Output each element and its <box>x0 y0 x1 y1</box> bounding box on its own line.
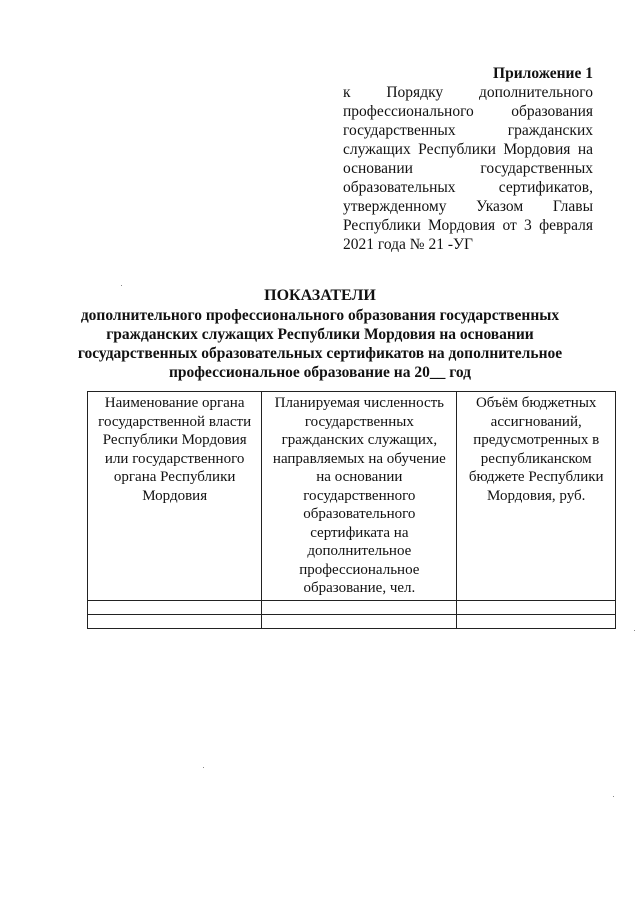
table-cell[interactable] <box>457 614 616 628</box>
table-cell[interactable] <box>457 600 616 614</box>
table-cell[interactable] <box>262 600 457 614</box>
appendix-line: к Порядку дополнительного <box>343 84 593 101</box>
header-cell-budget: Объём бюджетных ассигнований, предусмотренных в республиканском бюджете Республики Мордовия, руб. <box>457 392 616 601</box>
table-header-row <box>88 392 616 601</box>
document-title: ПОКАЗАТЕЛИ <box>264 287 376 304</box>
scan-speck <box>121 285 122 286</box>
appendix-title: Приложение 1 <box>493 65 593 82</box>
table-cell[interactable] <box>262 614 457 628</box>
document-subtitle-line: государственных образовательных сертификатов на дополнительное <box>77 345 563 362</box>
appendix-line: Республики Мордовия от 3 февраля <box>343 217 593 234</box>
document-subtitle-line: гражданских служащих Республики Мордовия на основании <box>106 326 534 343</box>
document-subtitle-line: дополнительного профессионального образования государственных <box>80 307 560 324</box>
table-row <box>88 600 616 614</box>
appendix-line: образовательных сертификатов, <box>343 179 593 196</box>
scan-speck <box>634 630 635 631</box>
header-cell-organ-name: Наименование органа государственной власти Республики Мордовия или государственного органа Республики Мордовия <box>88 392 262 601</box>
scan-speck <box>203 767 204 768</box>
appendix-line: профессионального образования <box>343 103 593 120</box>
indicators-table <box>87 391 616 629</box>
appendix-line: утвержденному Указом Главы <box>343 198 593 215</box>
table-row <box>88 614 616 628</box>
table-cell[interactable] <box>88 600 262 614</box>
appendix-line: служащих Республики Мордовия на <box>343 141 593 158</box>
header-cell-planned-count: Планируемая численность государственных гражданских служащих, направляемых на обучение на основании государственного образовательного сертификата на дополнительное профессиональное образование, чел. <box>262 392 457 601</box>
scan-speck <box>613 796 614 797</box>
appendix-block <box>343 64 593 254</box>
table-cell[interactable] <box>88 614 262 628</box>
appendix-line: основании государственных <box>343 160 593 177</box>
appendix-line: 2021 года № 21 -УГ <box>343 236 473 253</box>
document-heading <box>70 286 570 382</box>
appendix-line: государственных гражданских <box>343 122 593 139</box>
document-subtitle-line: профессиональное образование на 20__ год <box>168 364 471 381</box>
